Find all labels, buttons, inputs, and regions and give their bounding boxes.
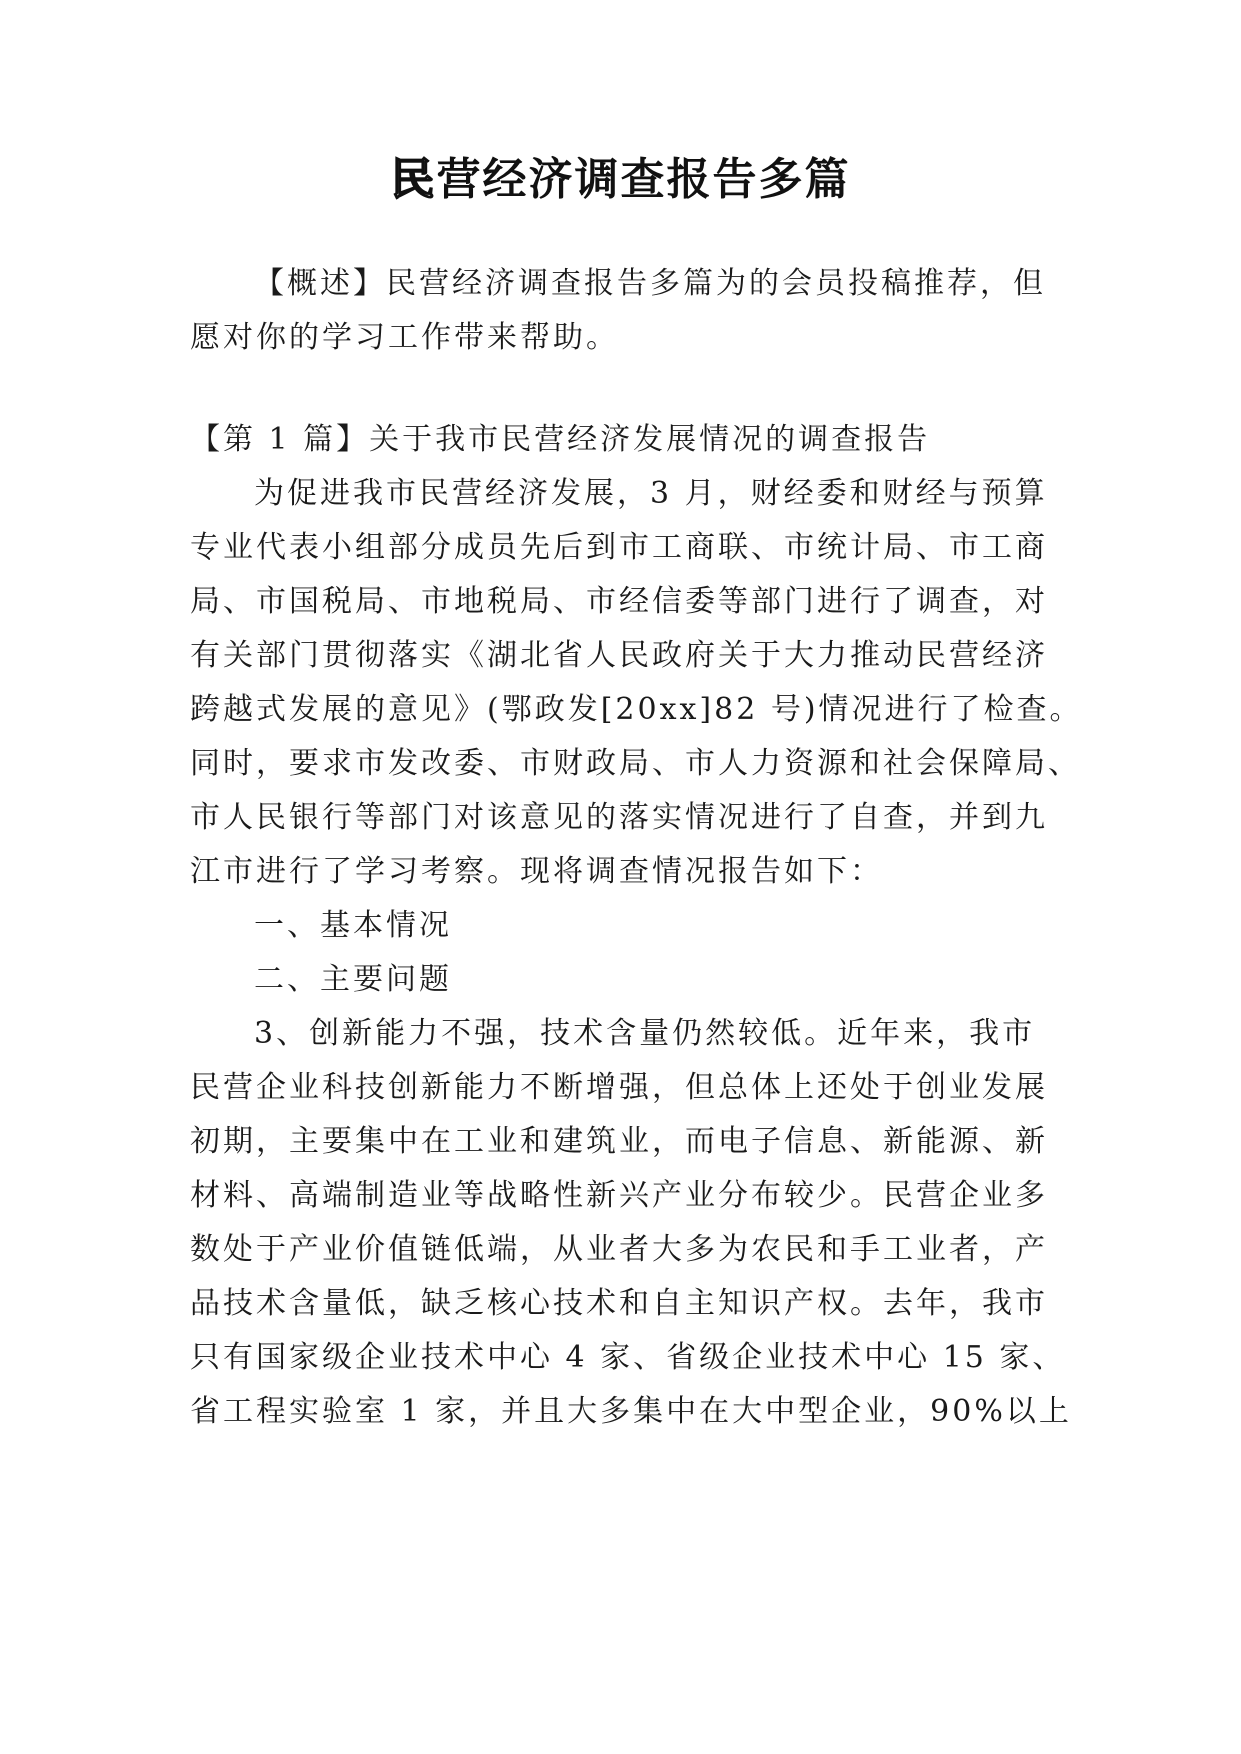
body-line: 初期，主要集中在工业和建筑业，而电子信息、新能源、新 bbox=[190, 1124, 1048, 1159]
body-line: 民营企业科技创新能力不断增强，但总体上还处于创业发展 bbox=[190, 1070, 1048, 1105]
body-line: 3、创新能力不强，技术含量仍然较低。近年来，我市 bbox=[254, 1016, 1036, 1051]
body-line: 为促进我市民营经济发展，3 月，财经委和财经与预算 bbox=[254, 476, 1048, 511]
body-line: 数处于产业价值链低端，从业者大多为农民和手工业者，产 bbox=[190, 1232, 1048, 1267]
summary-line: 【概述】民营经济调查报告多篇为的会员投稿推荐，但 bbox=[254, 266, 1046, 301]
body-line: 只有国家级企业技术中心 4 家、省级企业技术中心 15 家、 bbox=[190, 1340, 1066, 1375]
section-heading: 【第 1 篇】关于我市民营经济发展情况的调查报告 bbox=[190, 422, 931, 457]
body-line: 有关部门贯彻落实《湖北省人民政府关于大力推动民营经济 bbox=[190, 638, 1048, 673]
body-line: 市人民银行等部门对该意见的落实情况进行了自查，并到九 bbox=[190, 800, 1048, 835]
body-line: 专业代表小组部分成员先后到市工商联、市统计局、市工商 bbox=[190, 530, 1048, 565]
body-line: 品技术含量低，缺乏核心技术和自主知识产权。去年，我市 bbox=[190, 1286, 1048, 1321]
title-first-char: 民 bbox=[390, 154, 437, 205]
document-title bbox=[0, 150, 1241, 210]
body-line: 跨越式发展的意见》(鄂政发[20xx]82 号)情况进行了检查。 bbox=[190, 692, 1083, 727]
body-line: 局、市国税局、市地税局、市经信委等部门进行了调查，对 bbox=[190, 584, 1048, 619]
summary-line: 愿对你的学习工作带来帮助。 bbox=[190, 320, 619, 355]
body-line: 省工程实验室 1 家，并且大多集中在大中型企业，90%以上 bbox=[190, 1394, 1072, 1429]
title-rest: 营经济调查报告多篇 bbox=[436, 154, 851, 205]
body-line: 江市进行了学习考察。现将调查情况报告如下： bbox=[190, 854, 883, 889]
subheading: 二、主要问题 bbox=[254, 962, 452, 997]
body-line: 材料、高端制造业等战略性新兴产业分布较少。民营企业多 bbox=[190, 1178, 1048, 1213]
subheading: 一、基本情况 bbox=[254, 908, 452, 943]
body-line: 同时，要求市发改委、市财政局、市人力资源和社会保障局、 bbox=[190, 746, 1081, 781]
